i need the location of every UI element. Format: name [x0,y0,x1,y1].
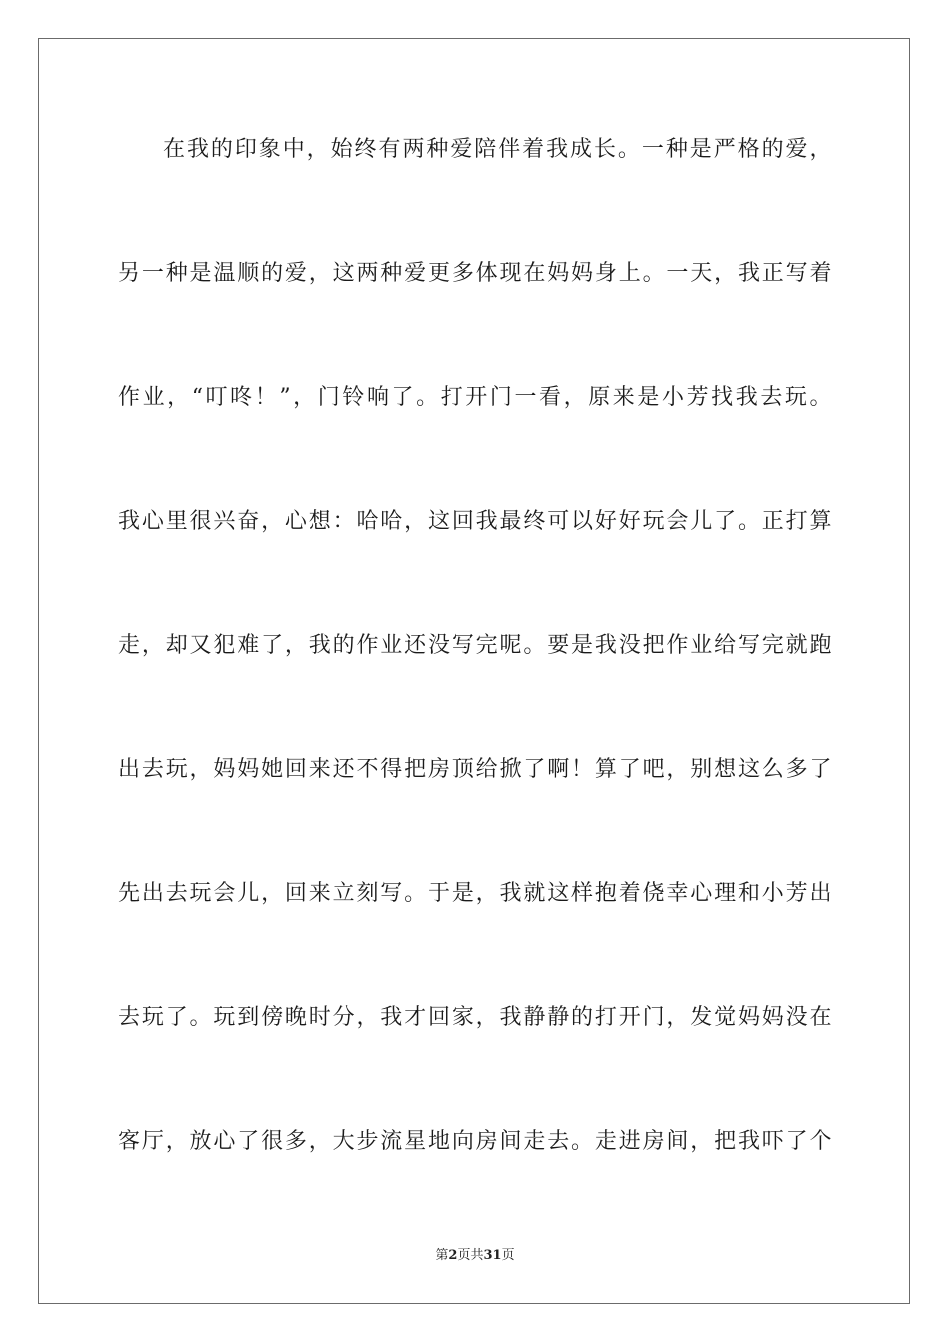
page-footer [0,1246,950,1266]
text-line-4: 我心里很兴奋，心想：哈哈，这回我最终可以好好玩会儿了。正打算 [118,509,832,534]
footer-page-number: 2 [448,1248,458,1263]
footer-total-suffix: 页 [501,1248,515,1263]
footer-page-suffix: 页 [457,1248,471,1263]
text-line-1: 在我的印象中，始终有两种爱陪伴着我成长。一种是严格的爱， [163,137,832,162]
text-line-5: 走，却又犯难了，我的作业还没写完呢。要是我没把作业给写完就跑 [118,633,832,658]
page-border [38,38,910,1304]
text-line-9: 客厅，放心了很多，大步流星地向房间走去。走进房间，把我吓了个 [118,1129,832,1154]
text-line-8: 去玩了。玩到傍晚时分，我才回家，我静静的打开门，发觉妈妈没在 [118,1005,832,1030]
text-line-2: 另一种是温顺的爱，这两种爱更多体现在妈妈身上。一天，我正写着 [118,261,832,286]
footer-total-prefix: 共 [470,1248,484,1263]
footer-prefix: 第 [435,1248,449,1263]
text-line-6: 出去玩，妈妈她回来还不得把房顶给掀了啊！算了吧，别想这么多了 [118,757,832,782]
text-line-7: 先出去玩会儿，回来立刻写。于是，我就这样抱着侥幸心理和小芳出 [118,881,832,906]
footer-total-pages: 31 [483,1248,502,1263]
text-line-3: 作业，“叮咚！”，门铃响了。打开门一看，原来是小芳找我去玩。 [118,385,832,410]
